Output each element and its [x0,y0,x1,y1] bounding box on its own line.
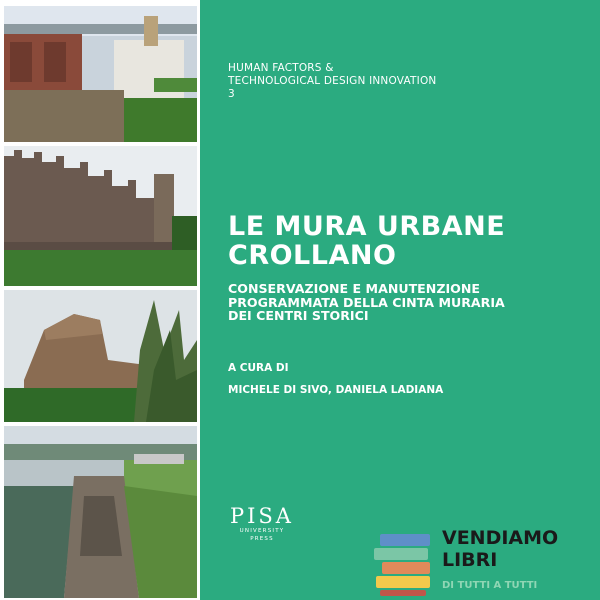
publisher-logo [222,505,302,543]
book-title [228,212,505,270]
book-title-line2: CROLLANO [228,240,397,271]
photo-strip [0,0,200,600]
book-stack-icon [370,528,436,600]
badge-line2: LIBRI [442,549,498,571]
series-title-line2: TECHNOLOGICAL DESIGN INNOVATION [228,75,437,87]
photo-crenellated-wall [4,146,197,286]
photo-wall-ruins-water [4,426,197,598]
publisher-name: PISA [230,504,294,528]
curator-label: A CURA DI [228,362,289,374]
publisher-line2: UNIVERSITY [239,528,285,534]
subtitle-line3: DEI CENTRI STORICI [228,308,369,323]
subtitle-line1: CONSERVAZIONE E MANUTENZIONE [228,281,480,296]
series-title-line1: HUMAN FACTORS & [228,62,334,74]
photo-city-wall-lawn [4,6,197,142]
store-badge [370,527,559,600]
book-subtitle [228,282,505,323]
book-title-line1: LE MURA URBANE [228,211,506,242]
curator-names: MICHELE DI SIVO, DANIELA LADIANA [228,384,444,396]
publisher-line3: PRESS [250,536,274,542]
subtitle-line2: PROGRAMMATA DELLA CINTA MURARIA [228,294,505,310]
series-info [228,62,436,101]
badge-line1: VENDIAMO [442,527,559,549]
photo-fortress-tower [4,290,197,422]
series-number: 3 [228,88,235,100]
badge-line3: DI TUTTI A TUTTI [442,580,538,591]
